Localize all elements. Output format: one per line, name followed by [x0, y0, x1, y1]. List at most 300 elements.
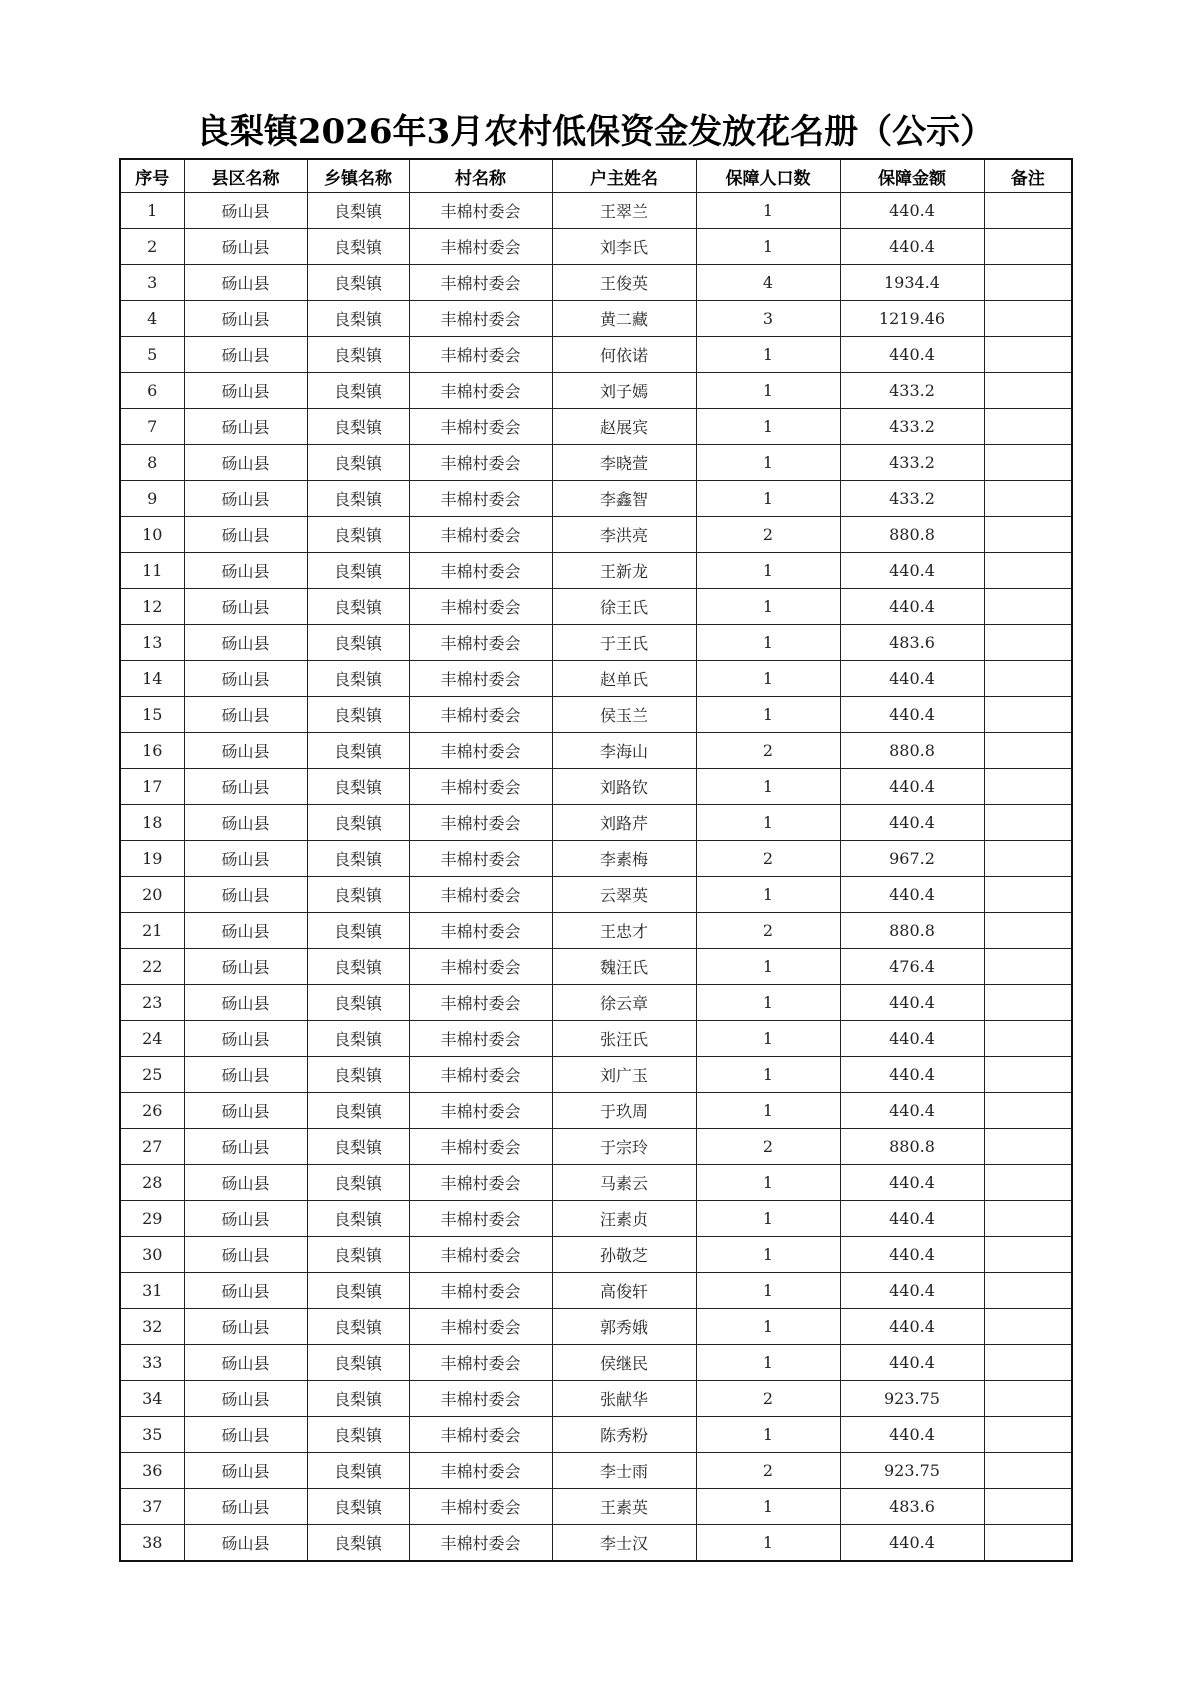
cell-township-name: 良梨镇 — [307, 1057, 409, 1093]
cell-remarks — [984, 1165, 1072, 1201]
cell-benefit-amount: 1934.4 — [840, 265, 984, 301]
column-header-serial-number: 序号 — [120, 159, 184, 193]
cell-county-name: 砀山县 — [184, 1453, 307, 1489]
cell-village-name: 丰棉村委会 — [409, 769, 552, 805]
cell-township-name: 良梨镇 — [307, 805, 409, 841]
cell-county-name: 砀山县 — [184, 625, 307, 661]
cell-remarks — [984, 913, 1072, 949]
cell-village-name: 丰棉村委会 — [409, 1273, 552, 1309]
cell-remarks — [984, 661, 1072, 697]
cell-benefit-amount: 440.4 — [840, 1237, 984, 1273]
cell-covered-persons: 1 — [696, 949, 840, 985]
table-row — [120, 517, 1072, 553]
table-row — [120, 661, 1072, 697]
cell-remarks — [984, 1417, 1072, 1453]
cell-covered-persons: 1 — [696, 445, 840, 481]
cell-county-name: 砀山县 — [184, 553, 307, 589]
cell-remarks — [984, 481, 1072, 517]
roster-table — [119, 158, 1073, 1562]
cell-township-name: 良梨镇 — [307, 373, 409, 409]
cell-householder-name: 王忠才 — [552, 913, 696, 949]
cell-householder-name: 李晓萱 — [552, 445, 696, 481]
column-header-township-name: 乡镇名称 — [307, 159, 409, 193]
cell-county-name: 砀山县 — [184, 661, 307, 697]
cell-remarks — [984, 301, 1072, 337]
cell-benefit-amount: 440.4 — [840, 985, 984, 1021]
cell-householder-name: 黄二藏 — [552, 301, 696, 337]
cell-village-name: 丰棉村委会 — [409, 265, 552, 301]
cell-serial-number: 31 — [120, 1273, 184, 1309]
cell-village-name: 丰棉村委会 — [409, 733, 552, 769]
cell-village-name: 丰棉村委会 — [409, 1381, 552, 1417]
cell-remarks — [984, 769, 1072, 805]
cell-township-name: 良梨镇 — [307, 517, 409, 553]
cell-township-name: 良梨镇 — [307, 1021, 409, 1057]
cell-remarks — [984, 1201, 1072, 1237]
cell-township-name: 良梨镇 — [307, 1129, 409, 1165]
cell-householder-name: 李海山 — [552, 733, 696, 769]
cell-serial-number: 18 — [120, 805, 184, 841]
cell-benefit-amount: 923.75 — [840, 1381, 984, 1417]
cell-benefit-amount: 440.4 — [840, 1309, 984, 1345]
cell-county-name: 砀山县 — [184, 1489, 307, 1525]
table-row — [120, 1345, 1072, 1381]
cell-county-name: 砀山县 — [184, 337, 307, 373]
cell-serial-number: 38 — [120, 1525, 184, 1562]
cell-village-name: 丰棉村委会 — [409, 661, 552, 697]
table-row — [120, 301, 1072, 337]
cell-county-name: 砀山县 — [184, 481, 307, 517]
cell-township-name: 良梨镇 — [307, 1489, 409, 1525]
cell-village-name: 丰棉村委会 — [409, 841, 552, 877]
cell-township-name: 良梨镇 — [307, 625, 409, 661]
cell-serial-number: 29 — [120, 1201, 184, 1237]
cell-householder-name: 于王氏 — [552, 625, 696, 661]
cell-remarks — [984, 1237, 1072, 1273]
cell-benefit-amount: 440.4 — [840, 661, 984, 697]
table-row — [120, 229, 1072, 265]
cell-benefit-amount: 440.4 — [840, 1417, 984, 1453]
cell-benefit-amount: 483.6 — [840, 625, 984, 661]
cell-benefit-amount: 440.4 — [840, 1093, 984, 1129]
cell-serial-number: 26 — [120, 1093, 184, 1129]
cell-village-name: 丰棉村委会 — [409, 1417, 552, 1453]
cell-remarks — [984, 1453, 1072, 1489]
cell-benefit-amount: 440.4 — [840, 769, 984, 805]
cell-county-name: 砀山县 — [184, 1381, 307, 1417]
cell-county-name: 砀山县 — [184, 733, 307, 769]
cell-village-name: 丰棉村委会 — [409, 229, 552, 265]
table-row — [120, 1093, 1072, 1129]
cell-township-name: 良梨镇 — [307, 733, 409, 769]
cell-remarks — [984, 373, 1072, 409]
cell-village-name: 丰棉村委会 — [409, 805, 552, 841]
cell-covered-persons: 1 — [696, 1345, 840, 1381]
cell-householder-name: 陈秀粉 — [552, 1417, 696, 1453]
cell-benefit-amount: 880.8 — [840, 733, 984, 769]
table-row — [120, 265, 1072, 301]
cell-township-name: 良梨镇 — [307, 1273, 409, 1309]
cell-serial-number: 23 — [120, 985, 184, 1021]
cell-serial-number: 13 — [120, 625, 184, 661]
table-row — [120, 913, 1072, 949]
cell-serial-number: 37 — [120, 1489, 184, 1525]
cell-benefit-amount: 440.4 — [840, 1165, 984, 1201]
cell-remarks — [984, 517, 1072, 553]
cell-covered-persons: 1 — [696, 985, 840, 1021]
cell-householder-name: 李士汉 — [552, 1525, 696, 1562]
cell-remarks — [984, 1381, 1072, 1417]
cell-township-name: 良梨镇 — [307, 1525, 409, 1562]
cell-village-name: 丰棉村委会 — [409, 1165, 552, 1201]
cell-serial-number: 1 — [120, 193, 184, 229]
cell-benefit-amount: 483.6 — [840, 1489, 984, 1525]
table-row — [120, 1129, 1072, 1165]
cell-village-name: 丰棉村委会 — [409, 1345, 552, 1381]
cell-serial-number: 8 — [120, 445, 184, 481]
cell-remarks — [984, 877, 1072, 913]
cell-benefit-amount: 880.8 — [840, 517, 984, 553]
cell-remarks — [984, 697, 1072, 733]
cell-remarks — [984, 1021, 1072, 1057]
cell-village-name: 丰棉村委会 — [409, 301, 552, 337]
cell-householder-name: 刘李氏 — [552, 229, 696, 265]
cell-county-name: 砀山县 — [184, 229, 307, 265]
cell-benefit-amount: 476.4 — [840, 949, 984, 985]
cell-benefit-amount: 433.2 — [840, 409, 984, 445]
cell-serial-number: 3 — [120, 265, 184, 301]
cell-township-name: 良梨镇 — [307, 445, 409, 481]
cell-covered-persons: 1 — [696, 1489, 840, 1525]
cell-county-name: 砀山县 — [184, 1165, 307, 1201]
cell-covered-persons: 2 — [696, 733, 840, 769]
table-row — [120, 1165, 1072, 1201]
cell-township-name: 良梨镇 — [307, 409, 409, 445]
cell-householder-name: 赵单氏 — [552, 661, 696, 697]
cell-village-name: 丰棉村委会 — [409, 517, 552, 553]
cell-county-name: 砀山县 — [184, 589, 307, 625]
cell-village-name: 丰棉村委会 — [409, 589, 552, 625]
cell-covered-persons: 2 — [696, 1129, 840, 1165]
cell-remarks — [984, 553, 1072, 589]
cell-remarks — [984, 1273, 1072, 1309]
cell-serial-number: 17 — [120, 769, 184, 805]
cell-serial-number: 33 — [120, 1345, 184, 1381]
cell-covered-persons: 2 — [696, 841, 840, 877]
table-row — [120, 1417, 1072, 1453]
cell-serial-number: 32 — [120, 1309, 184, 1345]
cell-county-name: 砀山县 — [184, 805, 307, 841]
cell-covered-persons: 1 — [696, 1093, 840, 1129]
cell-county-name: 砀山县 — [184, 1273, 307, 1309]
cell-township-name: 良梨镇 — [307, 697, 409, 733]
cell-serial-number: 30 — [120, 1237, 184, 1273]
cell-benefit-amount: 440.4 — [840, 553, 984, 589]
cell-serial-number: 35 — [120, 1417, 184, 1453]
cell-covered-persons: 1 — [696, 877, 840, 913]
cell-covered-persons: 1 — [696, 409, 840, 445]
cell-serial-number: 36 — [120, 1453, 184, 1489]
cell-village-name: 丰棉村委会 — [409, 1093, 552, 1129]
cell-serial-number: 15 — [120, 697, 184, 733]
cell-remarks — [984, 805, 1072, 841]
cell-benefit-amount: 433.2 — [840, 373, 984, 409]
table-row — [120, 805, 1072, 841]
cell-householder-name: 王俊英 — [552, 265, 696, 301]
cell-householder-name: 刘路芹 — [552, 805, 696, 841]
cell-township-name: 良梨镇 — [307, 265, 409, 301]
column-header-remarks: 备注 — [984, 159, 1072, 193]
cell-benefit-amount: 1219.46 — [840, 301, 984, 337]
cell-village-name: 丰棉村委会 — [409, 337, 552, 373]
cell-township-name: 良梨镇 — [307, 1417, 409, 1453]
cell-benefit-amount: 440.4 — [840, 229, 984, 265]
cell-village-name: 丰棉村委会 — [409, 1309, 552, 1345]
cell-benefit-amount: 440.4 — [840, 1345, 984, 1381]
cell-serial-number: 16 — [120, 733, 184, 769]
table-body — [120, 193, 1072, 1562]
cell-benefit-amount: 923.75 — [840, 1453, 984, 1489]
cell-serial-number: 11 — [120, 553, 184, 589]
cell-township-name: 良梨镇 — [307, 1165, 409, 1201]
cell-covered-persons: 1 — [696, 697, 840, 733]
cell-county-name: 砀山县 — [184, 193, 307, 229]
cell-householder-name: 徐王氏 — [552, 589, 696, 625]
cell-covered-persons: 1 — [696, 1165, 840, 1201]
cell-serial-number: 19 — [120, 841, 184, 877]
cell-benefit-amount: 880.8 — [840, 1129, 984, 1165]
cell-county-name: 砀山县 — [184, 1525, 307, 1562]
cell-remarks — [984, 265, 1072, 301]
cell-village-name: 丰棉村委会 — [409, 1489, 552, 1525]
cell-covered-persons: 1 — [696, 337, 840, 373]
cell-covered-persons: 1 — [696, 481, 840, 517]
table-row — [120, 769, 1072, 805]
table-row — [120, 193, 1072, 229]
cell-benefit-amount: 880.8 — [840, 913, 984, 949]
cell-village-name: 丰棉村委会 — [409, 1057, 552, 1093]
table-header-row — [120, 159, 1072, 193]
cell-benefit-amount: 440.4 — [840, 877, 984, 913]
table-row — [120, 1309, 1072, 1345]
cell-village-name: 丰棉村委会 — [409, 625, 552, 661]
cell-remarks — [984, 625, 1072, 661]
cell-township-name: 良梨镇 — [307, 301, 409, 337]
cell-benefit-amount: 440.4 — [840, 1525, 984, 1562]
cell-covered-persons: 1 — [696, 589, 840, 625]
cell-county-name: 砀山县 — [184, 913, 307, 949]
cell-village-name: 丰棉村委会 — [409, 553, 552, 589]
cell-covered-persons: 1 — [696, 373, 840, 409]
table-row — [120, 337, 1072, 373]
cell-township-name: 良梨镇 — [307, 553, 409, 589]
table-row — [120, 1021, 1072, 1057]
cell-township-name: 良梨镇 — [307, 769, 409, 805]
cell-county-name: 砀山县 — [184, 1129, 307, 1165]
cell-remarks — [984, 193, 1072, 229]
column-header-householder-name: 户主姓名 — [552, 159, 696, 193]
cell-township-name: 良梨镇 — [307, 337, 409, 373]
table-row — [120, 589, 1072, 625]
cell-covered-persons: 1 — [696, 1525, 840, 1562]
table-row — [120, 1381, 1072, 1417]
cell-township-name: 良梨镇 — [307, 1345, 409, 1381]
cell-serial-number: 21 — [120, 913, 184, 949]
table-row — [120, 841, 1072, 877]
cell-village-name: 丰棉村委会 — [409, 1021, 552, 1057]
cell-serial-number: 4 — [120, 301, 184, 337]
cell-covered-persons: 1 — [696, 1237, 840, 1273]
cell-householder-name: 赵展宾 — [552, 409, 696, 445]
cell-township-name: 良梨镇 — [307, 1093, 409, 1129]
cell-covered-persons: 1 — [696, 1309, 840, 1345]
cell-householder-name: 高俊轩 — [552, 1273, 696, 1309]
cell-village-name: 丰棉村委会 — [409, 1237, 552, 1273]
table-row — [120, 409, 1072, 445]
table-row — [120, 1453, 1072, 1489]
cell-covered-persons: 1 — [696, 805, 840, 841]
cell-benefit-amount: 440.4 — [840, 1057, 984, 1093]
cell-county-name: 砀山县 — [184, 373, 307, 409]
cell-remarks — [984, 445, 1072, 481]
cell-township-name: 良梨镇 — [307, 1309, 409, 1345]
cell-county-name: 砀山县 — [184, 877, 307, 913]
table-row — [120, 1237, 1072, 1273]
cell-township-name: 良梨镇 — [307, 913, 409, 949]
cell-benefit-amount: 967.2 — [840, 841, 984, 877]
cell-village-name: 丰棉村委会 — [409, 697, 552, 733]
cell-householder-name: 张汪氏 — [552, 1021, 696, 1057]
cell-covered-persons: 3 — [696, 301, 840, 337]
cell-covered-persons: 1 — [696, 1057, 840, 1093]
cell-serial-number: 20 — [120, 877, 184, 913]
cell-householder-name: 于宗玲 — [552, 1129, 696, 1165]
cell-covered-persons: 1 — [696, 1417, 840, 1453]
cell-serial-number: 2 — [120, 229, 184, 265]
cell-serial-number: 6 — [120, 373, 184, 409]
cell-remarks — [984, 589, 1072, 625]
cell-covered-persons: 1 — [696, 1273, 840, 1309]
cell-township-name: 良梨镇 — [307, 877, 409, 913]
cell-benefit-amount: 440.4 — [840, 697, 984, 733]
cell-township-name: 良梨镇 — [307, 1453, 409, 1489]
cell-benefit-amount: 440.4 — [840, 1201, 984, 1237]
table-row — [120, 1057, 1072, 1093]
cell-serial-number: 25 — [120, 1057, 184, 1093]
cell-township-name: 良梨镇 — [307, 985, 409, 1021]
cell-remarks — [984, 1129, 1072, 1165]
cell-covered-persons: 1 — [696, 769, 840, 805]
cell-county-name: 砀山县 — [184, 265, 307, 301]
cell-covered-persons: 2 — [696, 1453, 840, 1489]
cell-covered-persons: 2 — [696, 913, 840, 949]
cell-serial-number: 28 — [120, 1165, 184, 1201]
cell-householder-name: 王新龙 — [552, 553, 696, 589]
cell-householder-name: 侯玉兰 — [552, 697, 696, 733]
cell-householder-name: 孙敬芝 — [552, 1237, 696, 1273]
cell-householder-name: 李鑫智 — [552, 481, 696, 517]
cell-covered-persons: 1 — [696, 1021, 840, 1057]
cell-township-name: 良梨镇 — [307, 1201, 409, 1237]
cell-county-name: 砀山县 — [184, 949, 307, 985]
cell-serial-number: 22 — [120, 949, 184, 985]
cell-serial-number: 24 — [120, 1021, 184, 1057]
cell-county-name: 砀山县 — [184, 445, 307, 481]
cell-county-name: 砀山县 — [184, 1309, 307, 1345]
cell-householder-name: 徐云章 — [552, 985, 696, 1021]
cell-covered-persons: 1 — [696, 193, 840, 229]
page-title: 良梨镇2026年3月农村低保资金发放花名册（公示） — [195, 112, 995, 152]
cell-county-name: 砀山县 — [184, 1021, 307, 1057]
cell-covered-persons: 1 — [696, 553, 840, 589]
cell-householder-name: 马素云 — [552, 1165, 696, 1201]
cell-village-name: 丰棉村委会 — [409, 1201, 552, 1237]
cell-remarks — [984, 1093, 1072, 1129]
table-row — [120, 553, 1072, 589]
cell-county-name: 砀山县 — [184, 1237, 307, 1273]
column-header-benefit-amount: 保障金额 — [840, 159, 984, 193]
cell-benefit-amount: 440.4 — [840, 1273, 984, 1309]
cell-village-name: 丰棉村委会 — [409, 913, 552, 949]
cell-county-name: 砀山县 — [184, 517, 307, 553]
cell-serial-number: 34 — [120, 1381, 184, 1417]
table-row — [120, 1525, 1072, 1562]
column-header-county-name: 县区名称 — [184, 159, 307, 193]
cell-township-name: 良梨镇 — [307, 841, 409, 877]
cell-serial-number: 14 — [120, 661, 184, 697]
cell-householder-name: 李素梅 — [552, 841, 696, 877]
cell-village-name: 丰棉村委会 — [409, 445, 552, 481]
cell-householder-name: 刘广玉 — [552, 1057, 696, 1093]
cell-county-name: 砀山县 — [184, 1345, 307, 1381]
cell-serial-number: 9 — [120, 481, 184, 517]
column-header-covered-persons: 保障人口数 — [696, 159, 840, 193]
cell-benefit-amount: 433.2 — [840, 445, 984, 481]
cell-remarks — [984, 949, 1072, 985]
cell-serial-number: 27 — [120, 1129, 184, 1165]
table-row — [120, 985, 1072, 1021]
cell-householder-name: 侯继民 — [552, 1345, 696, 1381]
cell-county-name: 砀山县 — [184, 769, 307, 805]
cell-county-name: 砀山县 — [184, 1093, 307, 1129]
cell-remarks — [984, 337, 1072, 373]
cell-covered-persons: 4 — [696, 265, 840, 301]
cell-benefit-amount: 440.4 — [840, 337, 984, 373]
cell-benefit-amount: 440.4 — [840, 193, 984, 229]
cell-benefit-amount: 440.4 — [840, 1021, 984, 1057]
cell-county-name: 砀山县 — [184, 697, 307, 733]
cell-county-name: 砀山县 — [184, 409, 307, 445]
cell-county-name: 砀山县 — [184, 1417, 307, 1453]
cell-county-name: 砀山县 — [184, 985, 307, 1021]
cell-serial-number: 12 — [120, 589, 184, 625]
cell-remarks — [984, 841, 1072, 877]
cell-county-name: 砀山县 — [184, 841, 307, 877]
cell-village-name: 丰棉村委会 — [409, 481, 552, 517]
cell-householder-name: 刘子嫣 — [552, 373, 696, 409]
table-row — [120, 1201, 1072, 1237]
cell-covered-persons: 1 — [696, 661, 840, 697]
cell-village-name: 丰棉村委会 — [409, 373, 552, 409]
cell-householder-name: 云翠英 — [552, 877, 696, 913]
cell-village-name: 丰棉村委会 — [409, 877, 552, 913]
table-row — [120, 697, 1072, 733]
cell-benefit-amount: 440.4 — [840, 805, 984, 841]
cell-county-name: 砀山县 — [184, 301, 307, 337]
cell-village-name: 丰棉村委会 — [409, 985, 552, 1021]
cell-householder-name: 汪素贞 — [552, 1201, 696, 1237]
cell-village-name: 丰棉村委会 — [409, 1525, 552, 1562]
